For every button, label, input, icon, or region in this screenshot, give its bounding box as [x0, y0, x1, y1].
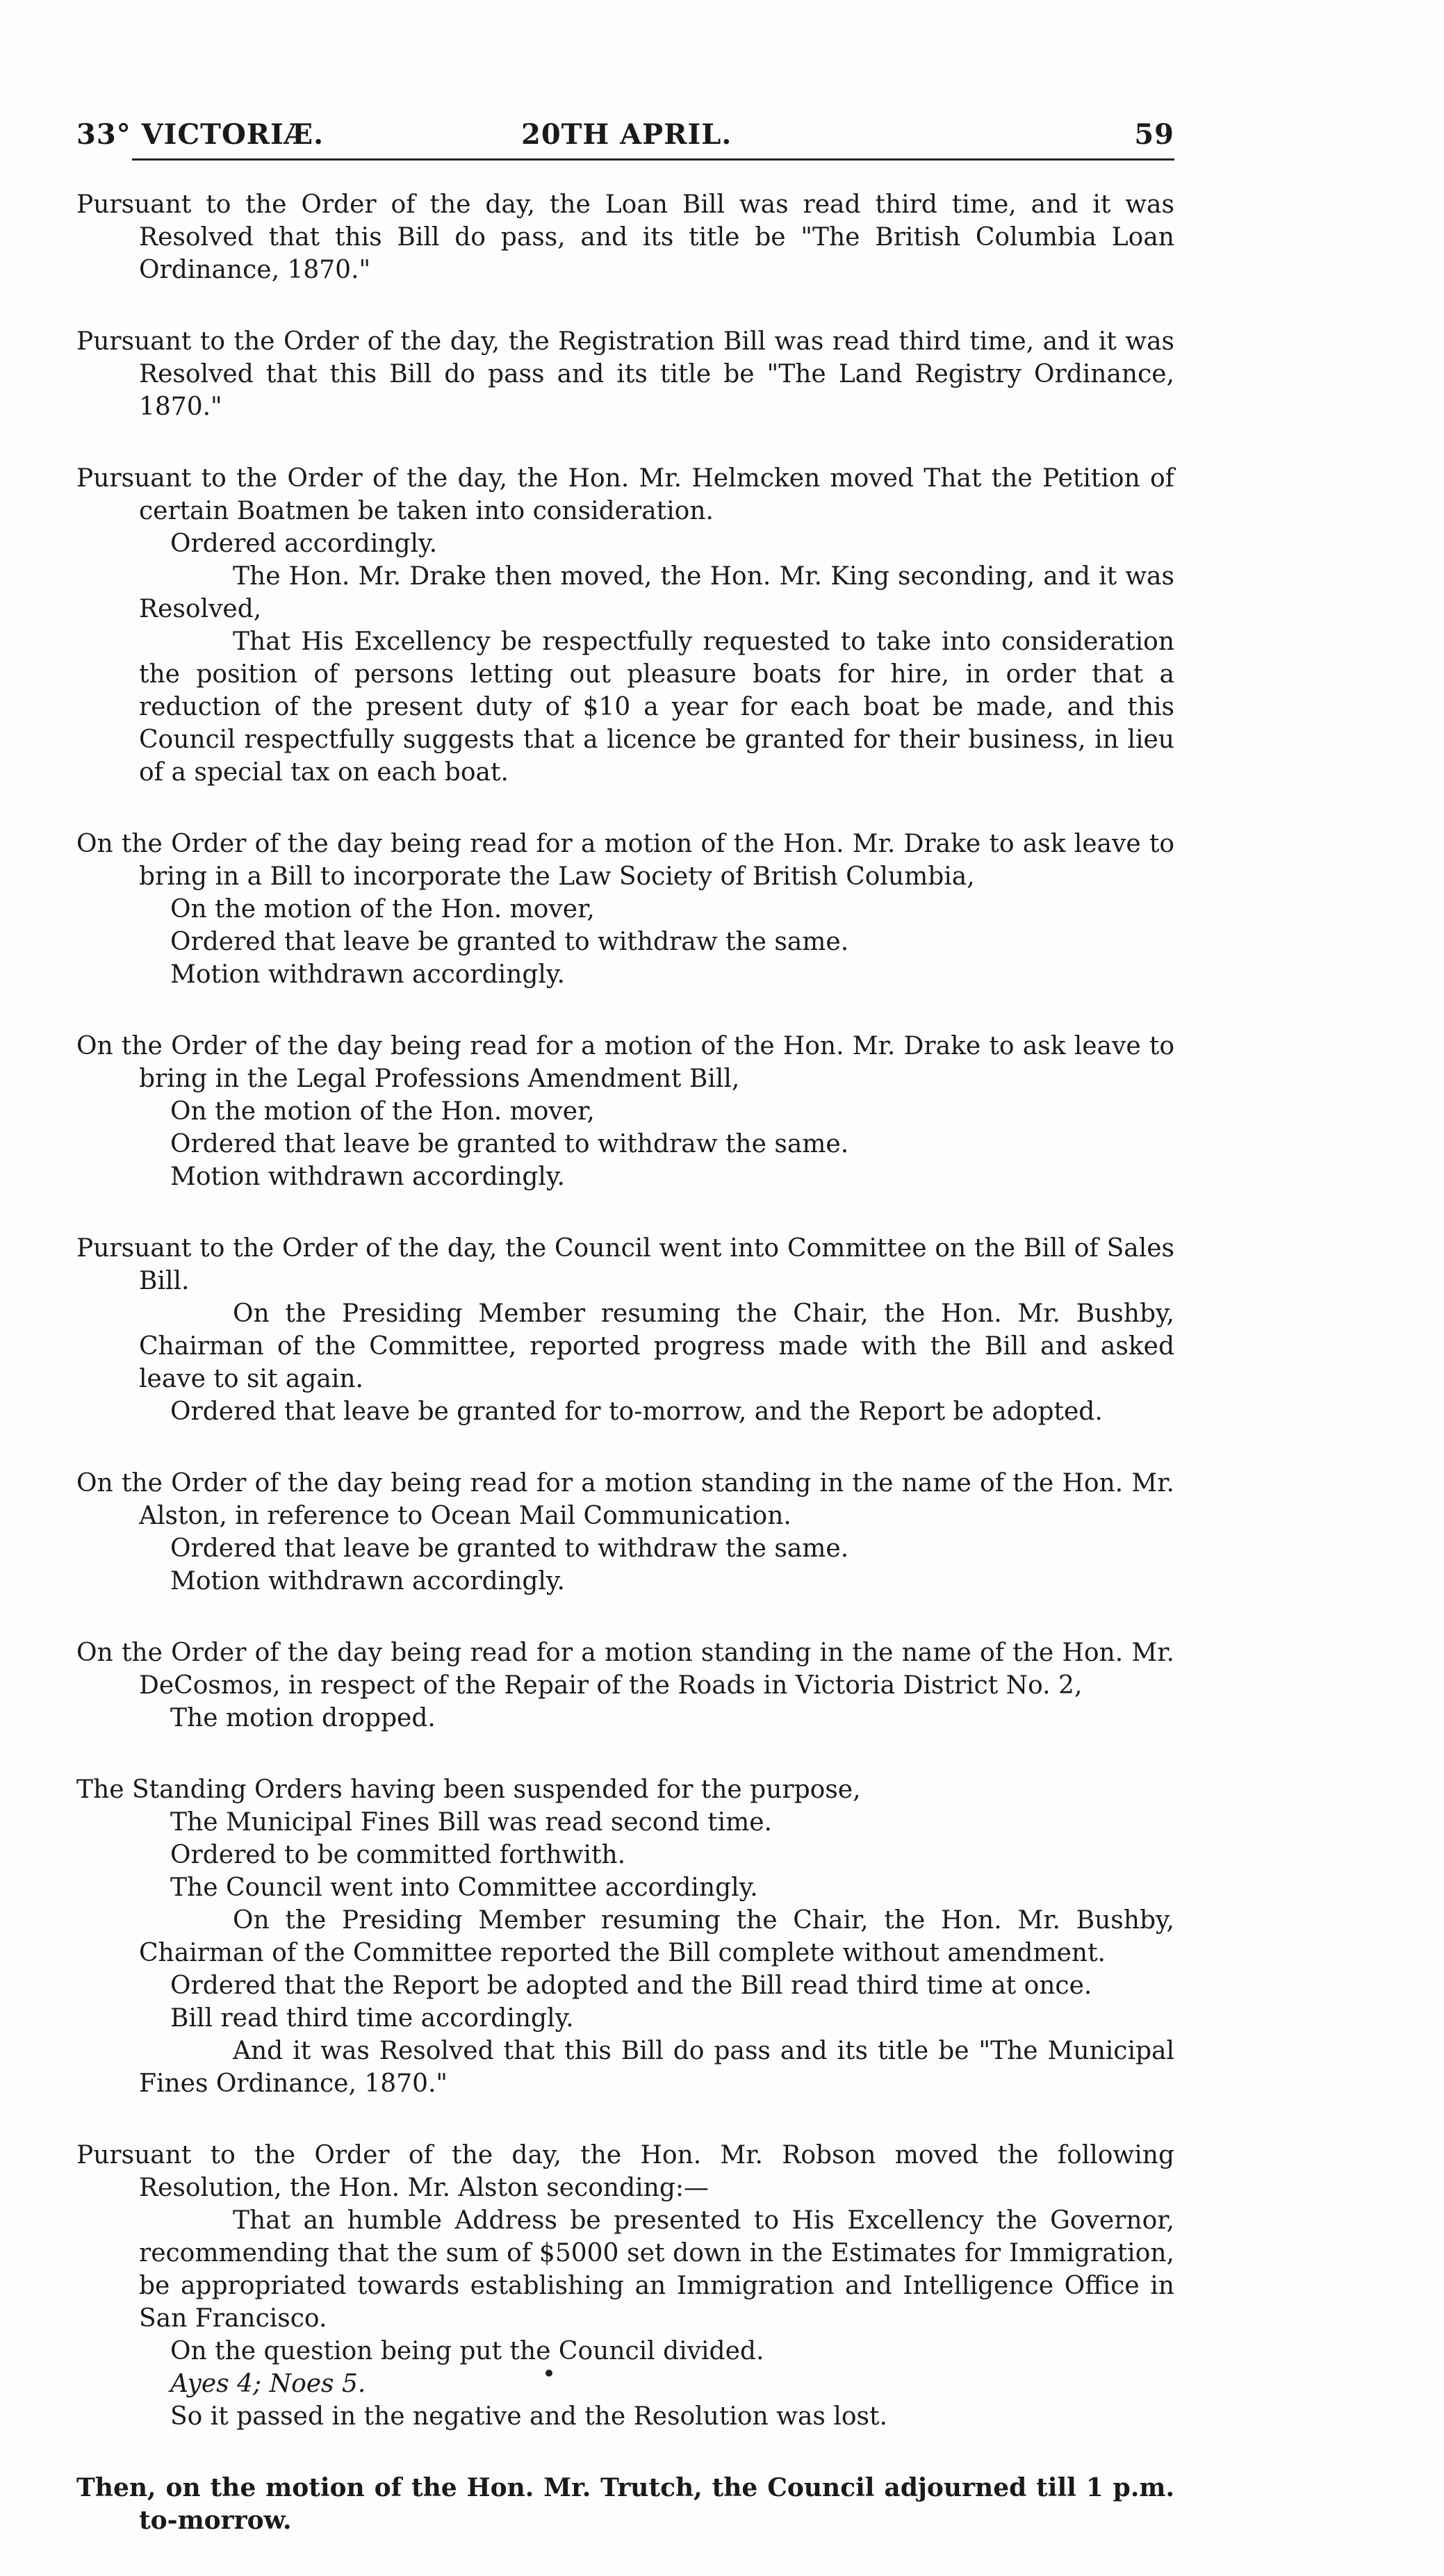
page-header	[76, 104, 1174, 153]
entry-resolution: That His Excellency be respectfully requested to take into consideration the position of persons letting out pleasure boats for hire, in order that a reduction of the present duty of $10 a year for each boat be made, and this Council respectfully suggests that a licence be granted for their business, in lieu of a special tax on each boat.	[139, 627, 1174, 787]
entry-line: Ordered to be committed forthwith.	[170, 1841, 626, 1869]
entry-line: On the Presiding Member resuming the Chair, the Hon. Mr. Bushby, Chairman of the Committee, reported progress made with the Bill and asked leave to sit again.	[139, 1299, 1174, 1393]
journal-page	[76, 104, 1174, 2576]
entry-text: On the Order of the day being read for a motion of the Hon. Mr. Drake to ask leave to bring in the Legal Professions Amendment Bill,	[76, 1032, 1174, 1093]
entry-text: Pursuant to the Order of the day, the Registration Bill was read third time, and it was Resolved that this Bill do pass and its title be "The Land Registry Ordinance, 1870."	[76, 327, 1174, 421]
entry-text: On the Order of the day being read for a motion standing in the name of the Hon. Mr. DeCosmos, in respect of the Repair of the Roads in Victoria District No. 2,	[76, 1639, 1174, 1700]
entry-line: The motion dropped.	[170, 1704, 436, 1732]
entry-line: Ordered that leave be granted to withdraw the same.	[170, 1534, 849, 1563]
entry-line: Ordered that the Report be adopted and the Bill read third time at once.	[170, 1971, 1092, 2000]
header-regnal-year: 33° VICTORIÆ.	[76, 118, 325, 151]
ink-dot	[545, 2370, 552, 2377]
entry-line: Ordered accordingly.	[170, 530, 438, 558]
entry-text: Pursuant to the Order of the day, the Hon. Mr. Helmcken moved That the Petition of certain Boatmen be taken into consideration.	[76, 464, 1174, 525]
entry-municipal-fines	[76, 1773, 1174, 2100]
entry-line: On the Presiding Member resuming the Chair, the Hon. Mr. Bushby, Chairman of the Committee reported the Bill complete without amendment.	[139, 1906, 1174, 1967]
vote-tally: Ayes 4; Noes 5.	[170, 2370, 366, 2398]
entry-resolution: That an humble Address be presented to His Excellency the Governor, recommending that the sum of $5000 set down in the Estimates for Immigration, be appropriated towards establishing an Immigration and Intelligence Office in San Francisco.	[139, 2206, 1174, 2333]
entry-text: On the Order of the day being read for a motion standing in the name of the Hon. Mr. Alston, in reference to Ocean Mail Communication.	[76, 1469, 1174, 1530]
entry-victoria-roads	[76, 1636, 1174, 1734]
entry-text: Pursuant to the Order of the day, the Council went into Committee on the Bill of Sales Bill.	[76, 1234, 1174, 1295]
page-number: 59	[1134, 118, 1174, 151]
entry-adjournment	[76, 2472, 1174, 2537]
entry-loan-bill	[76, 188, 1174, 286]
entry-line: Ordered that leave be granted to withdraw the same.	[170, 928, 849, 956]
entry-text: On the Order of the day being read for a motion of the Hon. Mr. Drake to ask leave to bring in a Bill to incorporate the Law Society of British Columbia,	[76, 830, 1174, 891]
entry-bill-of-sales	[76, 1232, 1174, 1428]
header-date: 20TH APRIL.	[521, 118, 732, 151]
entry-line: The Council went into Committee accordingly.	[170, 1873, 758, 1902]
entry-line: Ordered that leave be granted to withdraw the same.	[170, 1130, 849, 1158]
entry-line: Motion withdrawn accordingly.	[170, 1567, 565, 1595]
entry-law-society	[76, 828, 1174, 991]
entry-line: The Municipal Fines Bill was read second time.	[170, 1808, 772, 1837]
entry-ocean-mail	[76, 1467, 1174, 1598]
entry-line: On the motion of the Hon. mover,	[170, 1097, 595, 1126]
entry-line: Bill read third time accordingly.	[170, 2004, 574, 2033]
entry-registration-bill	[76, 325, 1174, 423]
header-rule	[132, 158, 1174, 161]
entry-line: Motion withdrawn accordingly.	[170, 960, 565, 989]
entry-line: Motion withdrawn accordingly.	[170, 1163, 565, 1191]
entry-legal-professions	[76, 1030, 1174, 1193]
entry-line: On the question being put the Council divided.	[170, 2337, 764, 2365]
entry-line: So it passed in the negative and the Resolution was lost.	[170, 2402, 887, 2431]
entry-line: On the motion of the Hon. mover,	[170, 895, 595, 924]
entry-line: Ordered that leave be granted for to-morrow, and the Report be adopted.	[170, 1397, 1103, 1426]
entry-immigration-office	[76, 2139, 1174, 2433]
entry-text: Then, on the motion of the Hon. Mr. Trutch, the Council adjourned till 1 p.m. to-morrow.	[76, 2473, 1174, 2535]
entry-text: Pursuant to the Order of the day, the Hon. Mr. Robson moved the following Resolution, the Hon. Mr. Alston seconding:—	[76, 2141, 1174, 2202]
entry-boatmen-petition	[76, 462, 1174, 789]
entry-line: The Hon. Mr. Drake then moved, the Hon. Mr. King seconding, and it was Resolved,	[139, 562, 1174, 623]
entry-line: And it was Resolved that this Bill do pass and its title be "The Municipal Fines Ordinance, 1870."	[139, 2037, 1174, 2098]
entry-text: The Standing Orders having been suspended for the purpose,	[76, 1775, 861, 1804]
entry-text: Pursuant to the Order of the day, the Loan Bill was read third time, and it was Resolved that this Bill do pass, and its title be "The British Columbia Loan Ordinance, 1870."	[76, 190, 1174, 284]
